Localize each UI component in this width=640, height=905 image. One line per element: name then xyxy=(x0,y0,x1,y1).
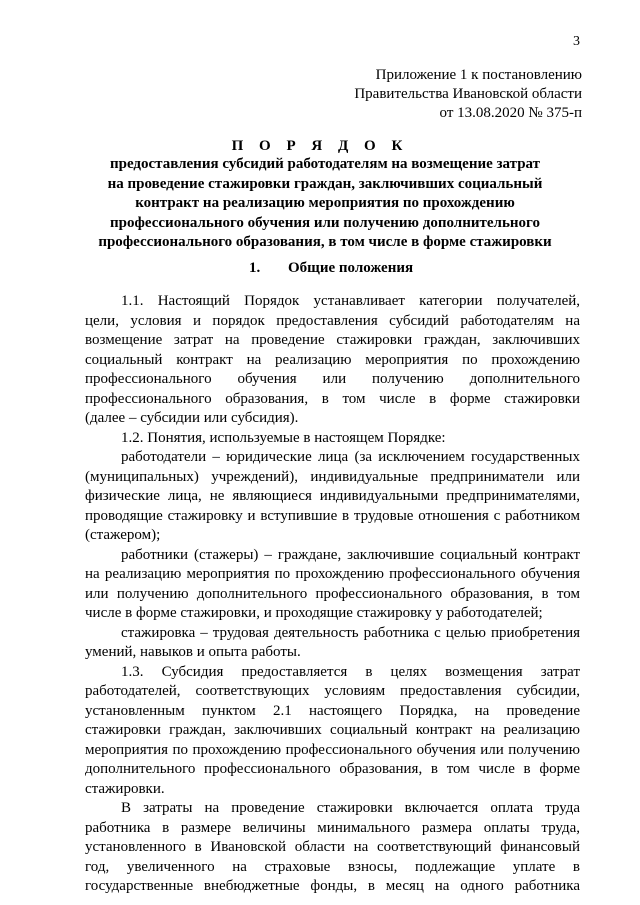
body-text xyxy=(85,292,580,897)
body-line: стажировки граждан, заключивших социальный контракт на реализацию xyxy=(85,722,580,738)
body-line: (стажером); xyxy=(85,527,161,543)
subtitle-line: предоставления субсидий работодателям на возмещение затрат xyxy=(109,156,541,172)
body-line: физические лица, не являющиеся индивидуальными предпринимателями, xyxy=(85,488,580,504)
body-line: установленным пунктом 2.1 настоящего Порядка, на проведение xyxy=(85,702,580,719)
subtitle-line: профессионального образования, в том числе в форме стажировки xyxy=(98,234,552,250)
body-line: год, увеличенного на страховые взносы, подлежащие уплате в xyxy=(85,858,580,875)
document-subtitle xyxy=(40,155,610,253)
body-line: стажировка – трудовая деятельность работника с целью приобретения xyxy=(121,624,580,641)
body-line: 1.2. Понятия, используемые в настоящем Порядке: xyxy=(121,429,446,446)
body-line: профессионального обучения или получению дополнительного xyxy=(85,371,580,387)
body-line: мероприятия по прохождению профессионального обучения или получению xyxy=(85,741,580,758)
annex-line: Приложение 1 к постановлению xyxy=(375,67,582,83)
subtitle-line: профессионального обучения или получению дополнительного xyxy=(110,214,540,231)
annex-line: Правительства Ивановской области xyxy=(354,86,582,102)
annex-header xyxy=(354,66,582,123)
body-line: стажировки. xyxy=(85,780,165,797)
body-line: проводящие стажировку и вступившие в трудовые отношения с работником xyxy=(85,507,580,524)
body-line: работника в размере величины минимального размера оплаты труда, xyxy=(85,819,580,836)
annex-line: от 13.08.2020 № 375-п xyxy=(439,105,582,121)
body-line: (далее – субсидии или субсидия). xyxy=(85,410,299,426)
page-number: 3 xyxy=(573,34,580,49)
body-line: работники (стажеры) – граждане, заключившие социальный контракт xyxy=(121,546,580,563)
body-line: профессионального образования, в том числе в форме стажировки xyxy=(85,390,580,407)
body-line: В затраты на проведение стажировки включается оплата труда xyxy=(121,800,580,816)
body-line: дополнительного профессионального образования, в том числе в форме xyxy=(85,761,580,777)
body-line: государственные внебюджетные фонды, в месяц на одного работника xyxy=(85,878,580,894)
body-line: цели, условия и порядок предоставления субсидий работодателям на xyxy=(85,312,580,329)
body-line: работодатели – юридические лица (за исключением государственных xyxy=(121,449,580,465)
section-title: Общие положения xyxy=(288,260,414,276)
subtitle-line: контракт на реализацию мероприятия по прохождению xyxy=(135,195,515,211)
body-line: на реализацию мероприятия по прохождению профессионального обучения xyxy=(85,566,580,582)
body-line: возмещение затрат на проведение стажировки граждан, заключивших xyxy=(85,332,580,348)
body-line: работодателей, соответствующих условиям предоставления субсидии, xyxy=(85,683,580,699)
body-line: 1.1. Настоящий Порядок устанавливает категории получателей, xyxy=(121,293,580,309)
body-line: (муниципальных) учреждений), индивидуальные предприниматели или xyxy=(85,468,580,485)
subtitle-line: на проведение стажировки граждан, заключивших социальный xyxy=(107,175,543,192)
body-line: умений, навыков и опыта работы. xyxy=(85,644,301,660)
body-line: или получению дополнительного профессионального образования, в том xyxy=(85,585,580,602)
body-line: установленного в Ивановской области на соответствующий финансовый xyxy=(85,839,580,855)
body-line: числе в форме стажировки, и проходящие стажировку у работодателей; xyxy=(85,605,543,621)
document-title: П О Р Я Д О К xyxy=(231,138,409,154)
section-number: 1. xyxy=(249,260,261,276)
body-line: социальный контракт на реализацию мероприятия по прохождению xyxy=(85,351,580,368)
body-line: 1.3. Субсидия предоставляется в целях возмещения затрат xyxy=(121,663,580,680)
